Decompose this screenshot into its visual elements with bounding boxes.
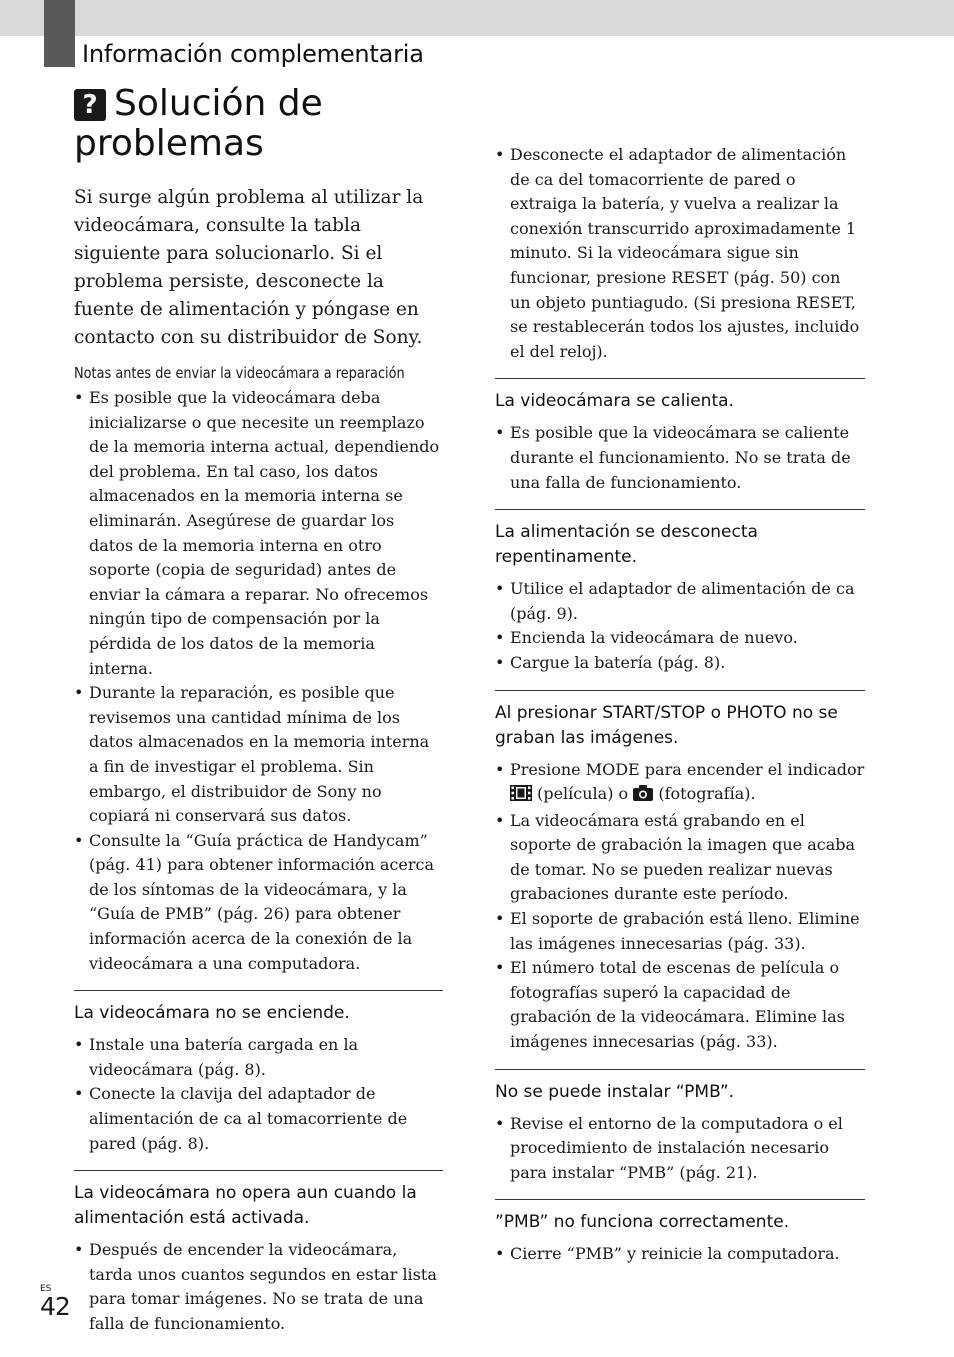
list-item: • Consulte la “Guía práctica de Handycam” (pág. 41) para obtener información acerca de los síntomas de la videocámara, y la “Guía de PMB” (pág. 26) para obtener información acerca de la conexión de la videocámara a una computadora. xyxy=(74,829,443,977)
list-item: • Es posible que la videocámara deba inicializarse o que necesite un reemplazo de la memoria interna actual, dependiendo del problema. En tal caso, los datos almacenados en la memoria interna se eliminarán. Asegúrese de guardar los datos de la memoria interna en otro soporte (copia de seguridad) antes de enviar la cámara a reparar. No ofrecemos ningún tipo de compensación por la pérdida de los datos de la memoria interna. xyxy=(74,386,443,681)
list-item: • La videocámara está grabando en el soporte de grabación la imagen que acaba de tomar. No se pueden realizar nuevas grabaciones durante este período. xyxy=(495,809,865,907)
divider xyxy=(495,378,865,379)
list-item: • Durante la reparación, es posible que revisemos una cantidad mínima de los datos almacenados en la memoria interna a fin de investigar el problema. Sin embargo, el distribuidor de Sony no copiará ni conservará sus datos. xyxy=(74,681,443,829)
list-item: • El soporte de grabación está lleno. Elimine las imágenes innecesarias (pág. 33). xyxy=(495,907,865,956)
section-heading: ”PMB” no funciona correctamente. xyxy=(495,1212,790,1233)
list-item: • Encienda la videocámara de nuevo. xyxy=(495,626,865,651)
movie-label: (película) o xyxy=(537,784,629,804)
page-number: 42 xyxy=(40,1292,70,1321)
section-heading: La videocámara no opera aun cuando la alimentación está activada. xyxy=(74,1183,417,1229)
list-item: • Cargue la batería (pág. 8). xyxy=(495,651,865,676)
section-list xyxy=(495,577,865,675)
section-list xyxy=(495,1242,865,1267)
section-heading: No se puede instalar “PMB”. xyxy=(495,1081,735,1102)
section-heading: La alimentación se desconecta repentinamente. xyxy=(495,522,758,568)
section-tab-marker xyxy=(44,0,75,67)
list-item: • Revise el entorno de la computadora o el procedimiento de instalación necesario para instalar “PMB” (pág. 21). xyxy=(495,1112,865,1186)
right-column xyxy=(495,143,865,1267)
camera-icon xyxy=(633,784,653,809)
list-item: • El número total de escenas de película o fotografías superó la capacidad de grabación de la videocámara. Elimine las imágenes innecesarias (pág. 33). xyxy=(495,956,865,1054)
list-item: • Después de encender la videocámara, tarda unos cuantos segundos en estar lista para tomar imágenes. No se trata de una falla de funcionamiento. xyxy=(74,1238,443,1336)
page-title-line2: problemas xyxy=(74,123,264,164)
question-mark-icon: ? xyxy=(74,89,106,121)
language-code: ES xyxy=(40,1284,52,1294)
list-item: • Es posible que la videocámara se caliente durante el funcionamiento. No se trata de una falla de funcionamiento. xyxy=(495,421,865,495)
page-title-line1: Solución de xyxy=(114,83,323,124)
divider xyxy=(74,990,443,991)
notes-title: Notas antes de enviar la videocámara a reparación xyxy=(74,364,405,382)
divider xyxy=(495,690,865,691)
section-heading: La videocámara no se enciende. xyxy=(74,1003,350,1024)
movie-icon xyxy=(510,784,532,809)
section-list xyxy=(495,1112,865,1186)
divider xyxy=(495,1069,865,1070)
header-band xyxy=(0,0,954,36)
section-title: Información complementaria xyxy=(82,40,424,68)
list-item: • Desconecte el adaptador de alimentación de ca del tomacorriente de pared o extraiga la batería, y vuelva a realizar la conexión transcurrido aproximadamente 1 minuto. Si la videocámara sigue sin funcionar, presione RESET (pág. 50) con un objeto puntiagudo. (Si presiona RESET, se restablecerán todos los ajustes, incluido el del reloj). xyxy=(495,143,865,364)
divider xyxy=(495,509,865,510)
section-list xyxy=(495,143,865,364)
section-list xyxy=(495,758,865,1055)
intro-paragraph: Si surge algún problema al utilizar la videocámara, consulte la tabla siguiente para solucionarlo. Si el problema persiste, desconecte la fuente de alimentación y póngase en contacto con su distribuidor de Sony. xyxy=(74,187,424,348)
mode-text: Presione MODE para encender el indicador xyxy=(510,759,865,779)
section-heading: La videocámara se calienta. xyxy=(495,391,734,412)
section-list xyxy=(495,421,865,495)
divider xyxy=(495,1199,865,1200)
list-item: • Conecte la clavija del adaptador de alimentación de ca al tomacorriente de pared (pág. 8). xyxy=(74,1082,443,1156)
photo-label: (fotografía). xyxy=(658,784,756,804)
section-list xyxy=(74,1033,443,1156)
section-list xyxy=(74,1238,443,1336)
list-item: • Cierre “PMB” y reinicie la computadora. xyxy=(495,1242,865,1267)
section-heading: Al presionar START/STOP o PHOTO no se graban las imágenes. xyxy=(495,702,838,748)
list-item: • Utilice el adaptador de alimentación de ca (pág. 9). xyxy=(495,577,865,626)
divider xyxy=(74,1170,443,1171)
notes-list xyxy=(74,386,443,976)
page-title xyxy=(74,84,454,164)
list-item: • Instale una batería cargada en la videocámara (pág. 8). xyxy=(74,1033,443,1082)
left-column xyxy=(74,184,443,1337)
list-item xyxy=(495,758,865,809)
